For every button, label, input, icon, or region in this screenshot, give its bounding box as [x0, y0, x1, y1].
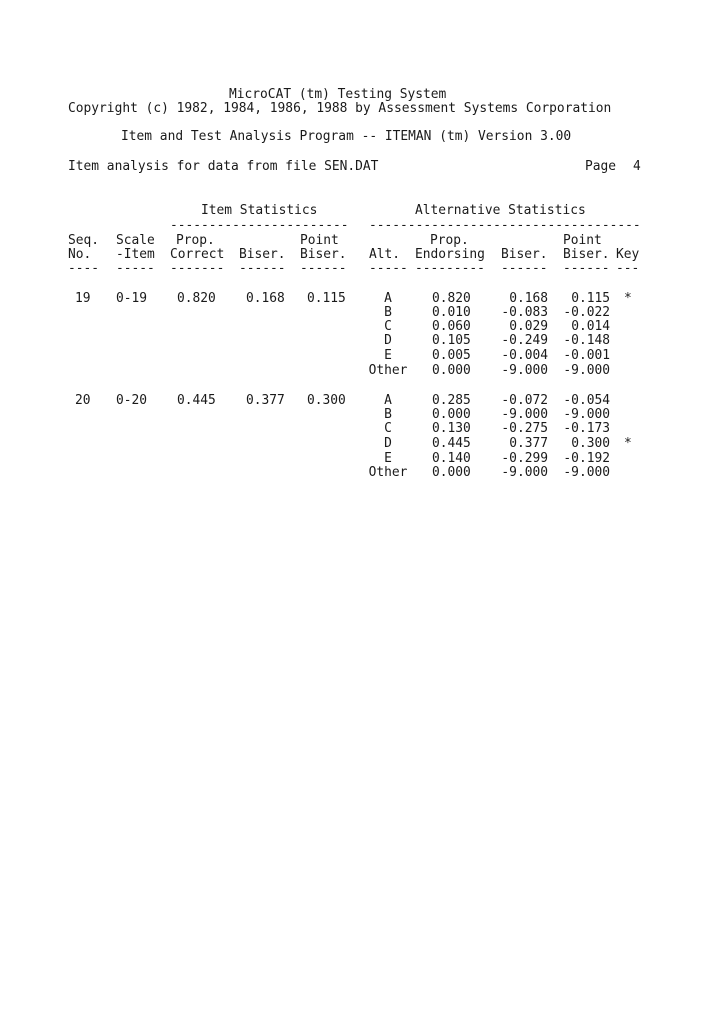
key-marker: *: [624, 436, 632, 451]
rule-seq: ----: [68, 261, 100, 276]
col-scale-subhead: -Item: [116, 247, 155, 262]
alt-label: Other: [368, 363, 408, 378]
item-seq: 19: [75, 291, 91, 306]
alt-point-biser: -0.173: [563, 421, 610, 436]
col-alt-point-head: Point: [563, 233, 602, 248]
alt-biser: -0.072: [501, 393, 548, 408]
rule-endorsing: ---------: [415, 261, 485, 276]
col-scale-head: Scale: [116, 233, 155, 248]
col-prop-subhead: Correct: [170, 247, 225, 262]
col-seq-head: Seq.: [68, 233, 100, 248]
alt-endorsing: 0.010: [432, 305, 471, 320]
item-prop-correct: 0.820: [177, 291, 216, 306]
item-seq: 20: [75, 393, 91, 408]
alt-label: D: [384, 436, 392, 451]
alt-label: C: [384, 421, 392, 436]
alt-label: E: [384, 451, 392, 466]
alt-endorsing: 0.105: [432, 333, 471, 348]
col-alt-biser-subhead: Biser.: [501, 247, 548, 262]
rule-point: ------: [300, 261, 347, 276]
alt-point-biser: -0.022: [563, 305, 610, 320]
rule-alt-biser: ------: [501, 261, 548, 276]
alt-endorsing: 0.820: [432, 291, 471, 306]
col-point-subhead: Biser.: [300, 247, 347, 262]
alt-point-biser: -0.148: [563, 333, 610, 348]
col-biser-subhead: Biser.: [239, 247, 286, 262]
system-title: MicroCAT (tm) Testing System: [229, 87, 447, 102]
alt-endorsing: 0.140: [432, 451, 471, 466]
col-endorsing-subhead: Endorsing: [415, 247, 485, 262]
col-alt-point-subhead: Biser.: [563, 247, 610, 262]
rule-alt-point: ------: [563, 261, 610, 276]
alt-biser: -0.083: [501, 305, 548, 320]
alt-biser: -9.000: [501, 465, 548, 480]
item-biser: 0.168: [246, 291, 285, 306]
alt-label: E: [384, 348, 392, 363]
alt-point-biser: -9.000: [563, 465, 610, 480]
alt-endorsing: 0.000: [432, 465, 471, 480]
alt-biser: 0.029: [509, 319, 548, 334]
alt-biser: -0.249: [501, 333, 548, 348]
alt-point-biser: 0.300: [571, 436, 610, 451]
alt-label: C: [384, 319, 392, 334]
page-number: 4: [633, 159, 641, 174]
alt-endorsing: 0.285: [432, 393, 471, 408]
alt-endorsing: 0.000: [432, 407, 471, 422]
alt-biser: -0.299: [501, 451, 548, 466]
item-statistics-heading: Item Statistics: [201, 203, 318, 218]
alt-label: A: [384, 393, 392, 408]
col-seq-subhead: No.: [68, 247, 92, 262]
col-key-subhead: Key: [616, 247, 640, 262]
rule-prop: -------: [170, 261, 225, 276]
rule-alt: -----: [369, 261, 408, 276]
alt-endorsing: 0.130: [432, 421, 471, 436]
copyright-line: Copyright (c) 1982, 1984, 1986, 1988 by Assessment Systems Corporation: [68, 101, 612, 116]
alt-endorsing: 0.005: [432, 348, 471, 363]
program-title: Item and Test Analysis Program -- ITEMAN (tm) Version 3.00: [121, 129, 572, 144]
item-scale: 0-20: [116, 393, 148, 408]
alternative-statistics-heading: Alternative Statistics: [415, 203, 586, 218]
col-alt-prop-head: Prop.: [430, 233, 469, 248]
alt-biser: -0.275: [501, 421, 548, 436]
alt-label: B: [384, 407, 392, 422]
alternative-statistics-rule: -----------------------------------: [369, 218, 641, 233]
alt-point-biser: -9.000: [563, 407, 610, 422]
alt-point-biser: 0.014: [571, 319, 610, 334]
alt-point-biser: -0.054: [563, 393, 610, 408]
rule-scale: -----: [116, 261, 155, 276]
col-prop-head: Prop.: [176, 233, 215, 248]
alt-endorsing: 0.000: [432, 363, 471, 378]
alt-biser: 0.168: [509, 291, 548, 306]
alt-point-biser: 0.115: [571, 291, 610, 306]
item-point-biser: 0.300: [307, 393, 346, 408]
alt-point-biser: -0.192: [563, 451, 610, 466]
item-biser: 0.377: [246, 393, 285, 408]
alt-point-biser: -0.001: [563, 348, 610, 363]
alt-biser: -9.000: [501, 407, 548, 422]
alt-point-biser: -9.000: [563, 363, 610, 378]
item-scale: 0-19: [116, 291, 148, 306]
rule-key: ---: [616, 261, 640, 276]
rule-biser: ------: [239, 261, 286, 276]
alt-endorsing: 0.445: [432, 436, 471, 451]
alt-label: A: [384, 291, 392, 306]
alt-label: Other: [368, 465, 408, 480]
item-prop-correct: 0.445: [177, 393, 216, 408]
alt-biser: -9.000: [501, 363, 548, 378]
alt-biser: -0.004: [501, 348, 548, 363]
item-point-biser: 0.115: [307, 291, 346, 306]
col-point-head: Point: [300, 233, 339, 248]
key-marker: *: [624, 291, 632, 306]
alt-label: D: [384, 333, 392, 348]
item-statistics-rule: -----------------------: [170, 218, 349, 233]
analysis-line: Item analysis for data from file SEN.DAT: [68, 159, 379, 174]
alt-biser: 0.377: [509, 436, 548, 451]
col-alt-subhead: Alt.: [369, 247, 401, 262]
alt-endorsing: 0.060: [432, 319, 471, 334]
alt-label: B: [384, 305, 392, 320]
page-label: Page: [585, 159, 617, 174]
